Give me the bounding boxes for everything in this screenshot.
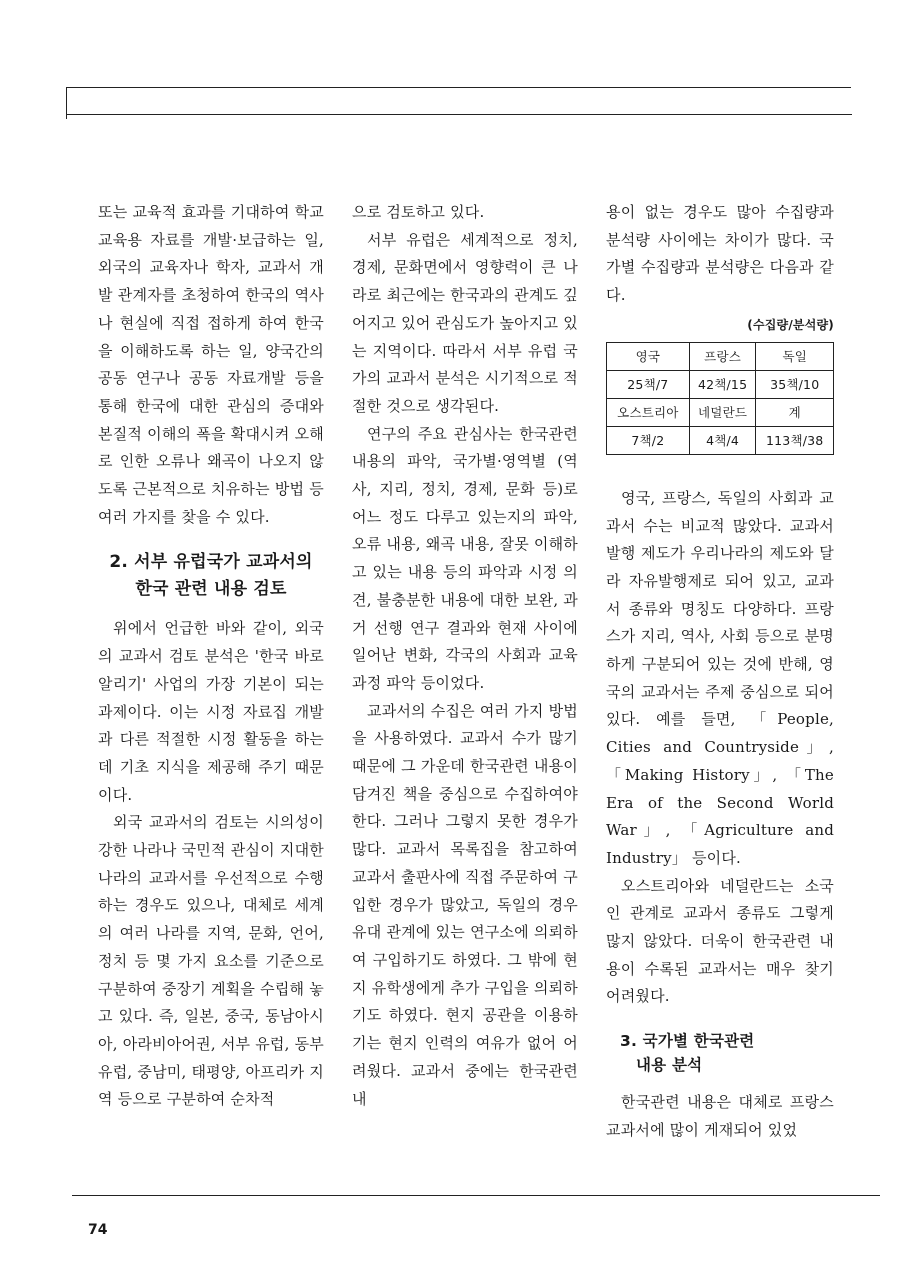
table-cell: 영국 [607,342,690,370]
table-row [607,342,834,370]
table-unit-label: (수집량/분석량) [747,317,834,332]
table-cell: 오스트리아 [607,398,690,426]
paragraph: 용이 없는 경우도 많아 수집량과 분석량 사이에는 차이가 많다. 국가별 수집량과 분석량은 다음과 같다. [606,203,834,305]
table-cell: 독일 [756,342,834,370]
table-cell: 7책/2 [607,426,690,454]
paragraph: 연구의 주요 관심사는 한국관련 내용의 파악, 국가별·영역별 (역사, 지리, 정치, 경제, 문화 등)로 어느 정도 다루고 있는지의 파악, 오류 내용, 왜곡 내용, 잘못 이해하고 있는 내용 등의 파악과 시정 의견, 불충분한 내용에 대한 보완, 과거 선행 연구 결과와 현재 사이에 일어난 변화, 각국의 사회과 교육과정 파악 등이었다. [352,424,578,692]
paragraph: 위에서 언급한 바와 같이, 외국의 교과서 검토 분석은 '한국 바로 알리기' 사업의 가장 기본이 되는 과제이다. 이는 시정 자료집 개발과 다른 적절한 시정 활동을 하는데 기초 지식을 제공해 주기 때문이다. [98,619,324,804]
table-cell: 4책/4 [689,426,756,454]
table-row [607,370,834,398]
table-cell: 25책/7 [607,370,690,398]
table-cell: 계 [756,398,834,426]
table-row [607,426,834,454]
header-frame [66,87,851,119]
text-column-2 [352,199,578,1113]
section-heading-2: 2. 서부 유럽국가 교과서의 한국 관련 내용 검토 [109,552,313,600]
text-column-3 [606,199,834,1145]
collection-table [606,342,834,455]
paragraph: 으로 검토하고 있다. [352,203,485,221]
paragraph: 영국, 프랑스, 독일의 사회과 교과서 수는 비교적 많았다. 교과서 발행 제도가 우리나라의 제도와 달라 자유발행제로 되어 있고, 교과서 종류와 명칭도 다양하다. 프랑스가 지리, 역사, 사회 등으로 분명하게 구분되어 있는 것에 반해, 영국의 교과서는 주제 중심으로 되어 있다. 예를 들면, 「People, Cities and Countryside」, 「Making History」, 「The Era of the Second World War」, 「Agriculture and Industry」 등이다. [606,488,834,867]
paragraph: 한국관련 내용은 대체로 프랑스 교과서에 많이 게재되어 있었 [606,1093,834,1139]
table-cell: 프랑스 [689,342,756,370]
table-cell: 네덜란드 [689,398,756,426]
paragraph: 또는 교육적 효과를 기대하여 학교 교육용 자료를 개발·보급하는 일, 외국의 교육자나 학자, 교과서 개발 관계자를 초청하여 한국의 역사나 현실에 직접 접하게 하여 한국을 이해하도록 하는 일, 양국간의 공동 연구나 공동 자료개발 등을 통해 한국에 대한 관심의 증대와 본질적 이해의 폭을 확대시켜 오해로 인한 오류나 왜곡이 나오지 않도록 근본적으로 치유하는 방법 등 여러 가지를 찾을 수 있다. [98,203,324,526]
table-cell: 113책/38 [756,426,834,454]
section-heading-3: 3. 국가별 한국관련 내용 분석 [620,1032,755,1075]
page-number: 74 [88,1222,108,1238]
footer-rule [72,1195,880,1196]
paragraph: 교과서의 수집은 여러 가지 방법을 사용하였다. 교과서 수가 많기 때문에 그 가운데 한국관련 내용이 담겨진 책을 중심으로 수집하여야 한다. 그러나 그렇지 못한 경우가 많다. 교과서 목록집을 참고하여 교과서 출판사에 직접 주문하여 구입한 경우가 많았고, 독일의 경우 유대 관계에 있는 연구소에 의뢰하여 구입하기도 하였다. 그 밖에 현지 유학생에게 추가 구입을 의뢰하기도 하였다. 현지 공관을 이용하기는 현지 인력의 여유가 없어 어려웠다. 교과서 중에는 한국관련 내 [352,701,578,1108]
text-column-1 [98,199,324,1114]
table-cell: 35책/10 [756,370,834,398]
paragraph: 외국 교과서의 검토는 시의성이 강한 나라나 국민적 관심이 지대한 나라의 교과서를 우선적으로 수행하는 경우도 있으나, 대체로 세계의 여러 나라를 지역, 문화, 언어, 정치 등 몇 가지 요소를 기준으로 구분하여 중장기 계획을 수립해 놓고 있다. 즉, 일본, 중국, 동남아시아, 아라비아어권, 서부 유럽, 동부 유럽, 중남미, 태평양, 아프리카 지역 등으로 구분하여 순차적 [98,813,324,1109]
paragraph: 오스트리아와 네덜란드는 소국인 관계로 교과서 종류도 그렇게 많지 않았다. 더욱이 한국관련 내용이 수록된 교과서는 매우 찾기 어려웠다. [606,876,834,1006]
table-row [607,398,834,426]
paragraph: 서부 유럽은 세계적으로 정치, 경제, 문화면에서 영향력이 큰 나라로 최근에는 한국과의 관계도 깊어지고 있어 관심도가 높아지고 있는 지역이다. 따라서 서부 유럽 국가의 교과서 분석은 시기적으로 적절한 것으로 생각된다. [352,230,578,415]
table-cell: 42책/15 [689,370,756,398]
